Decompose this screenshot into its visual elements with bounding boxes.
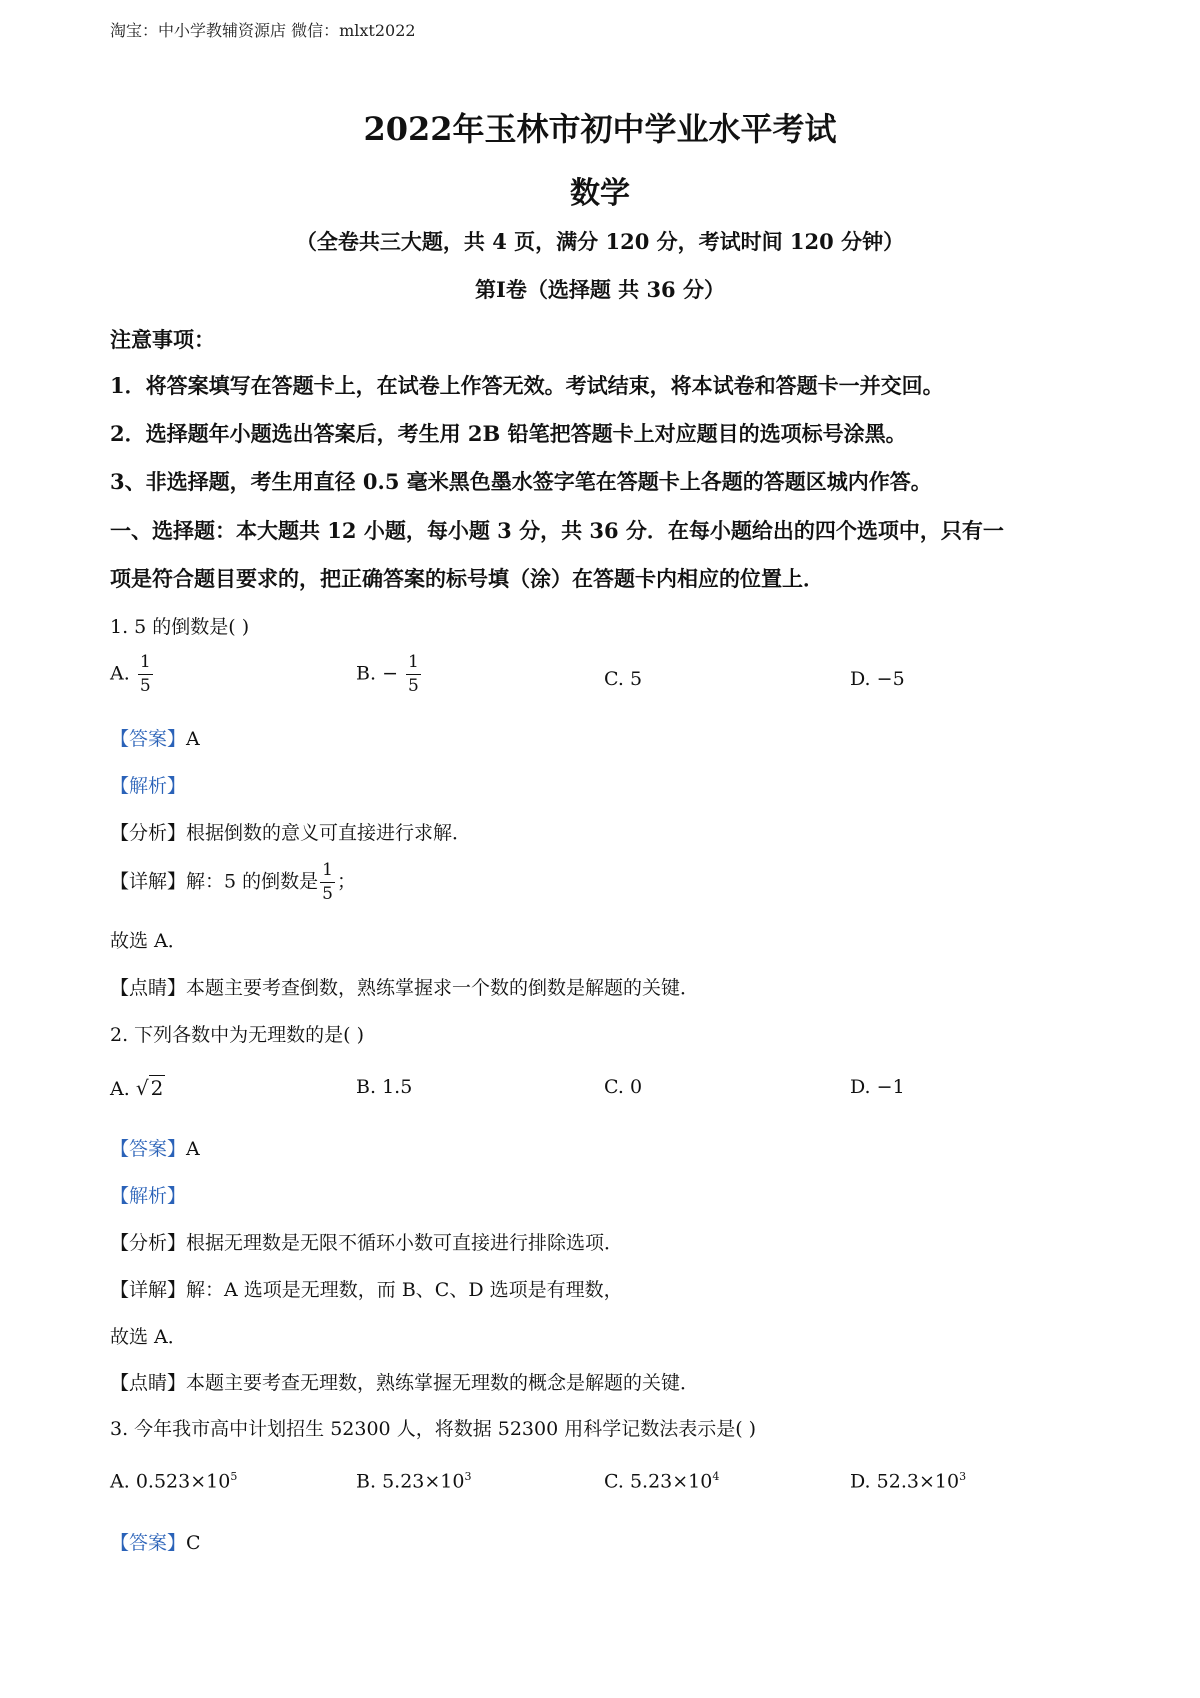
q2-option-b-value: 1.5 (382, 1076, 413, 1098)
q1-option-d-label: D. (850, 668, 871, 690)
q1-option-c: C. 5 (604, 668, 643, 690)
q2-xiangjie (110, 1275, 623, 1302)
exam-title: 2022年玉林市初中学业水平考试 (363, 110, 837, 148)
q3-option-d-base: 52.3×10 (876, 1470, 960, 1493)
q1-answer (110, 724, 200, 751)
q1-stem: 1. 5 的倒数是( ) (110, 616, 250, 638)
q3-option-b-base: 5.23×10 (382, 1470, 465, 1493)
q1-option-b-label: B. (356, 662, 377, 685)
q2-option-c-label: C. (604, 1076, 624, 1098)
q2-option-d-label: D. (850, 1076, 871, 1098)
q3-option-c-label: C. (604, 1470, 624, 1493)
q2-option-a-label: A. (110, 1078, 130, 1100)
q3-option-d-label: D. (850, 1470, 871, 1493)
q2-xiangjie-text: 解：A 选项是无理数，而 B、C、D 选项是有理数， (186, 1279, 623, 1301)
q3-option-a-label: A. (110, 1470, 130, 1493)
q2-fenxi (110, 1228, 623, 1255)
q2-option-c (604, 1076, 642, 1098)
q1-fenxi-text: 根据倒数的意义可直接进行求解． (186, 822, 472, 844)
q2-fenxi-tag: 【分析】 (110, 1232, 187, 1254)
q2-option-a-sqrt: √ 2 (135, 1076, 164, 1100)
q1-xiangjie-numerator: 1 (322, 860, 333, 880)
notice-heading: 注意事项： (110, 327, 215, 352)
q3-answer-tag: 【答案】 (110, 1532, 187, 1554)
q2-option-a-radicand: 2 (150, 1076, 164, 1100)
q2-option-c-value: 0 (629, 1076, 643, 1098)
q3-option-a-base: 0.523×10 (135, 1470, 231, 1493)
notice-item-3: 3、非选择题，考生用直径 0.5 毫米黑色墨水签字笔在答题卡上各题的答题区城内作答。 (110, 469, 932, 494)
q1-xiangjie-fraction (320, 862, 335, 903)
q1-option-b (356, 654, 423, 695)
q3-option-a (110, 1470, 237, 1492)
q2-dianjing-text: 本题主要考查无理数，熟练掌握无理数的概念是解题的关键． (186, 1372, 700, 1394)
q2-option-d (850, 1076, 905, 1098)
q3-option-a-exponent: 5 (230, 1470, 238, 1483)
q1-analysis-tag: 【解析】 (110, 775, 187, 797)
q2-answer-value: A (186, 1138, 200, 1160)
q1-xiangjie-end: ； (336, 870, 356, 893)
q2-answer (110, 1134, 200, 1161)
q1-fenxi-tag: 【分析】 (110, 822, 187, 844)
q3-option-b-exponent: 3 (464, 1470, 472, 1483)
q3-answer (110, 1528, 201, 1555)
subject-title: 数学 (570, 176, 630, 211)
q3-option-b (356, 1470, 471, 1492)
q2-stem: 2. 下列各数中为无理数的是( ) (110, 1024, 365, 1046)
q2-dianjing (110, 1368, 699, 1395)
exam-info: （全卷共三大题，共 4 页，满分 120 分，考试时间 120 分钟） (295, 229, 905, 254)
q3-answer-value: C (186, 1532, 201, 1554)
q3-option-c-exponent: 4 (712, 1470, 720, 1483)
q1-option-b-fraction (406, 654, 421, 695)
q1-option-a-numerator: 1 (139, 652, 151, 672)
q1-option-a (110, 654, 155, 695)
q2-dianjing-tag: 【点睛】 (110, 1372, 187, 1394)
notice-item-1: 1．将答案填写在答题卡上，在试卷上作答无效。考试结束，将本试卷和答题卡一并交回。 (110, 373, 944, 398)
q1-answer-tag: 【答案】 (110, 728, 187, 750)
q3-option-c-base: 5.23×10 (629, 1470, 713, 1493)
section-heading-line2: 项是符合题目要求的，把正确答案的标号填（涂）在答题卡内相应的位置上． (110, 566, 824, 591)
q1-option-b-sign: − (382, 662, 398, 685)
q1-xiangjie-text: 解：5 的倒数是 (186, 870, 319, 893)
q1-option-b-numerator: 1 (408, 652, 419, 672)
q1-xiangjie-tag: 【详解】 (110, 870, 187, 893)
q2-option-b (356, 1076, 412, 1098)
section-heading-line1: 一、选择题：本大题共 12 小题，每小题 3 分，共 36 分．在每小题给出的四个选项中，只有一 (110, 518, 1004, 543)
q3-stem: 3. 今年我市高中计划招生 52300 人，将数据 52300 用科学记数法表示是( ) (110, 1418, 757, 1440)
q2-option-d-value: −1 (876, 1076, 905, 1098)
q1-xiangjie (110, 862, 356, 903)
q1-fenxi (110, 818, 471, 845)
notice-item-2: 2．选择题年小题选出答案后，考生用 2B 铅笔把答题卡上对应题目的选项标号涂黑。 (110, 421, 907, 446)
q2-fenxi-text: 根据无理数是无限不循环小数可直接进行排除选项． (186, 1232, 624, 1254)
q1-dianjing-tag: 【点睛】 (110, 977, 187, 999)
volume-title: 第Ⅰ卷（选择题 共 36 分） (475, 277, 725, 302)
q2-answer-tag: 【答案】 (110, 1138, 187, 1160)
q1-option-d (850, 668, 905, 690)
q1-option-b-denominator: 5 (408, 676, 419, 696)
q1-answer-value: A (186, 728, 200, 750)
q1-option-a-fraction (138, 654, 153, 695)
q2-option-a (110, 1076, 165, 1100)
q2-xiangjie-tag: 【详解】 (110, 1279, 187, 1301)
q3-option-d (850, 1470, 966, 1492)
q3-option-c (604, 1470, 719, 1492)
q1-dianjing (110, 973, 699, 1000)
q2-conclusion: 故选 A． (110, 1326, 187, 1348)
header-note: 淘宝：中小学教辅资源店 微信：mlxt2022 (110, 21, 416, 40)
q1-dianjing-text: 本题主要考查倒数，熟练掌握求一个数的倒数是解题的关键． (186, 977, 700, 999)
q2-analysis-tag: 【解析】 (110, 1185, 187, 1207)
q3-option-d-exponent: 3 (959, 1470, 967, 1483)
q1-option-a-denominator: 5 (139, 676, 151, 696)
q1-option-a-label: A. (110, 662, 130, 685)
q1-option-d-value: −5 (876, 668, 905, 690)
q3-option-b-label: B. (356, 1470, 377, 1493)
q1-conclusion: 故选 A． (110, 930, 187, 952)
q1-xiangjie-denominator: 5 (322, 884, 333, 904)
q2-option-b-label: B. (356, 1076, 377, 1098)
